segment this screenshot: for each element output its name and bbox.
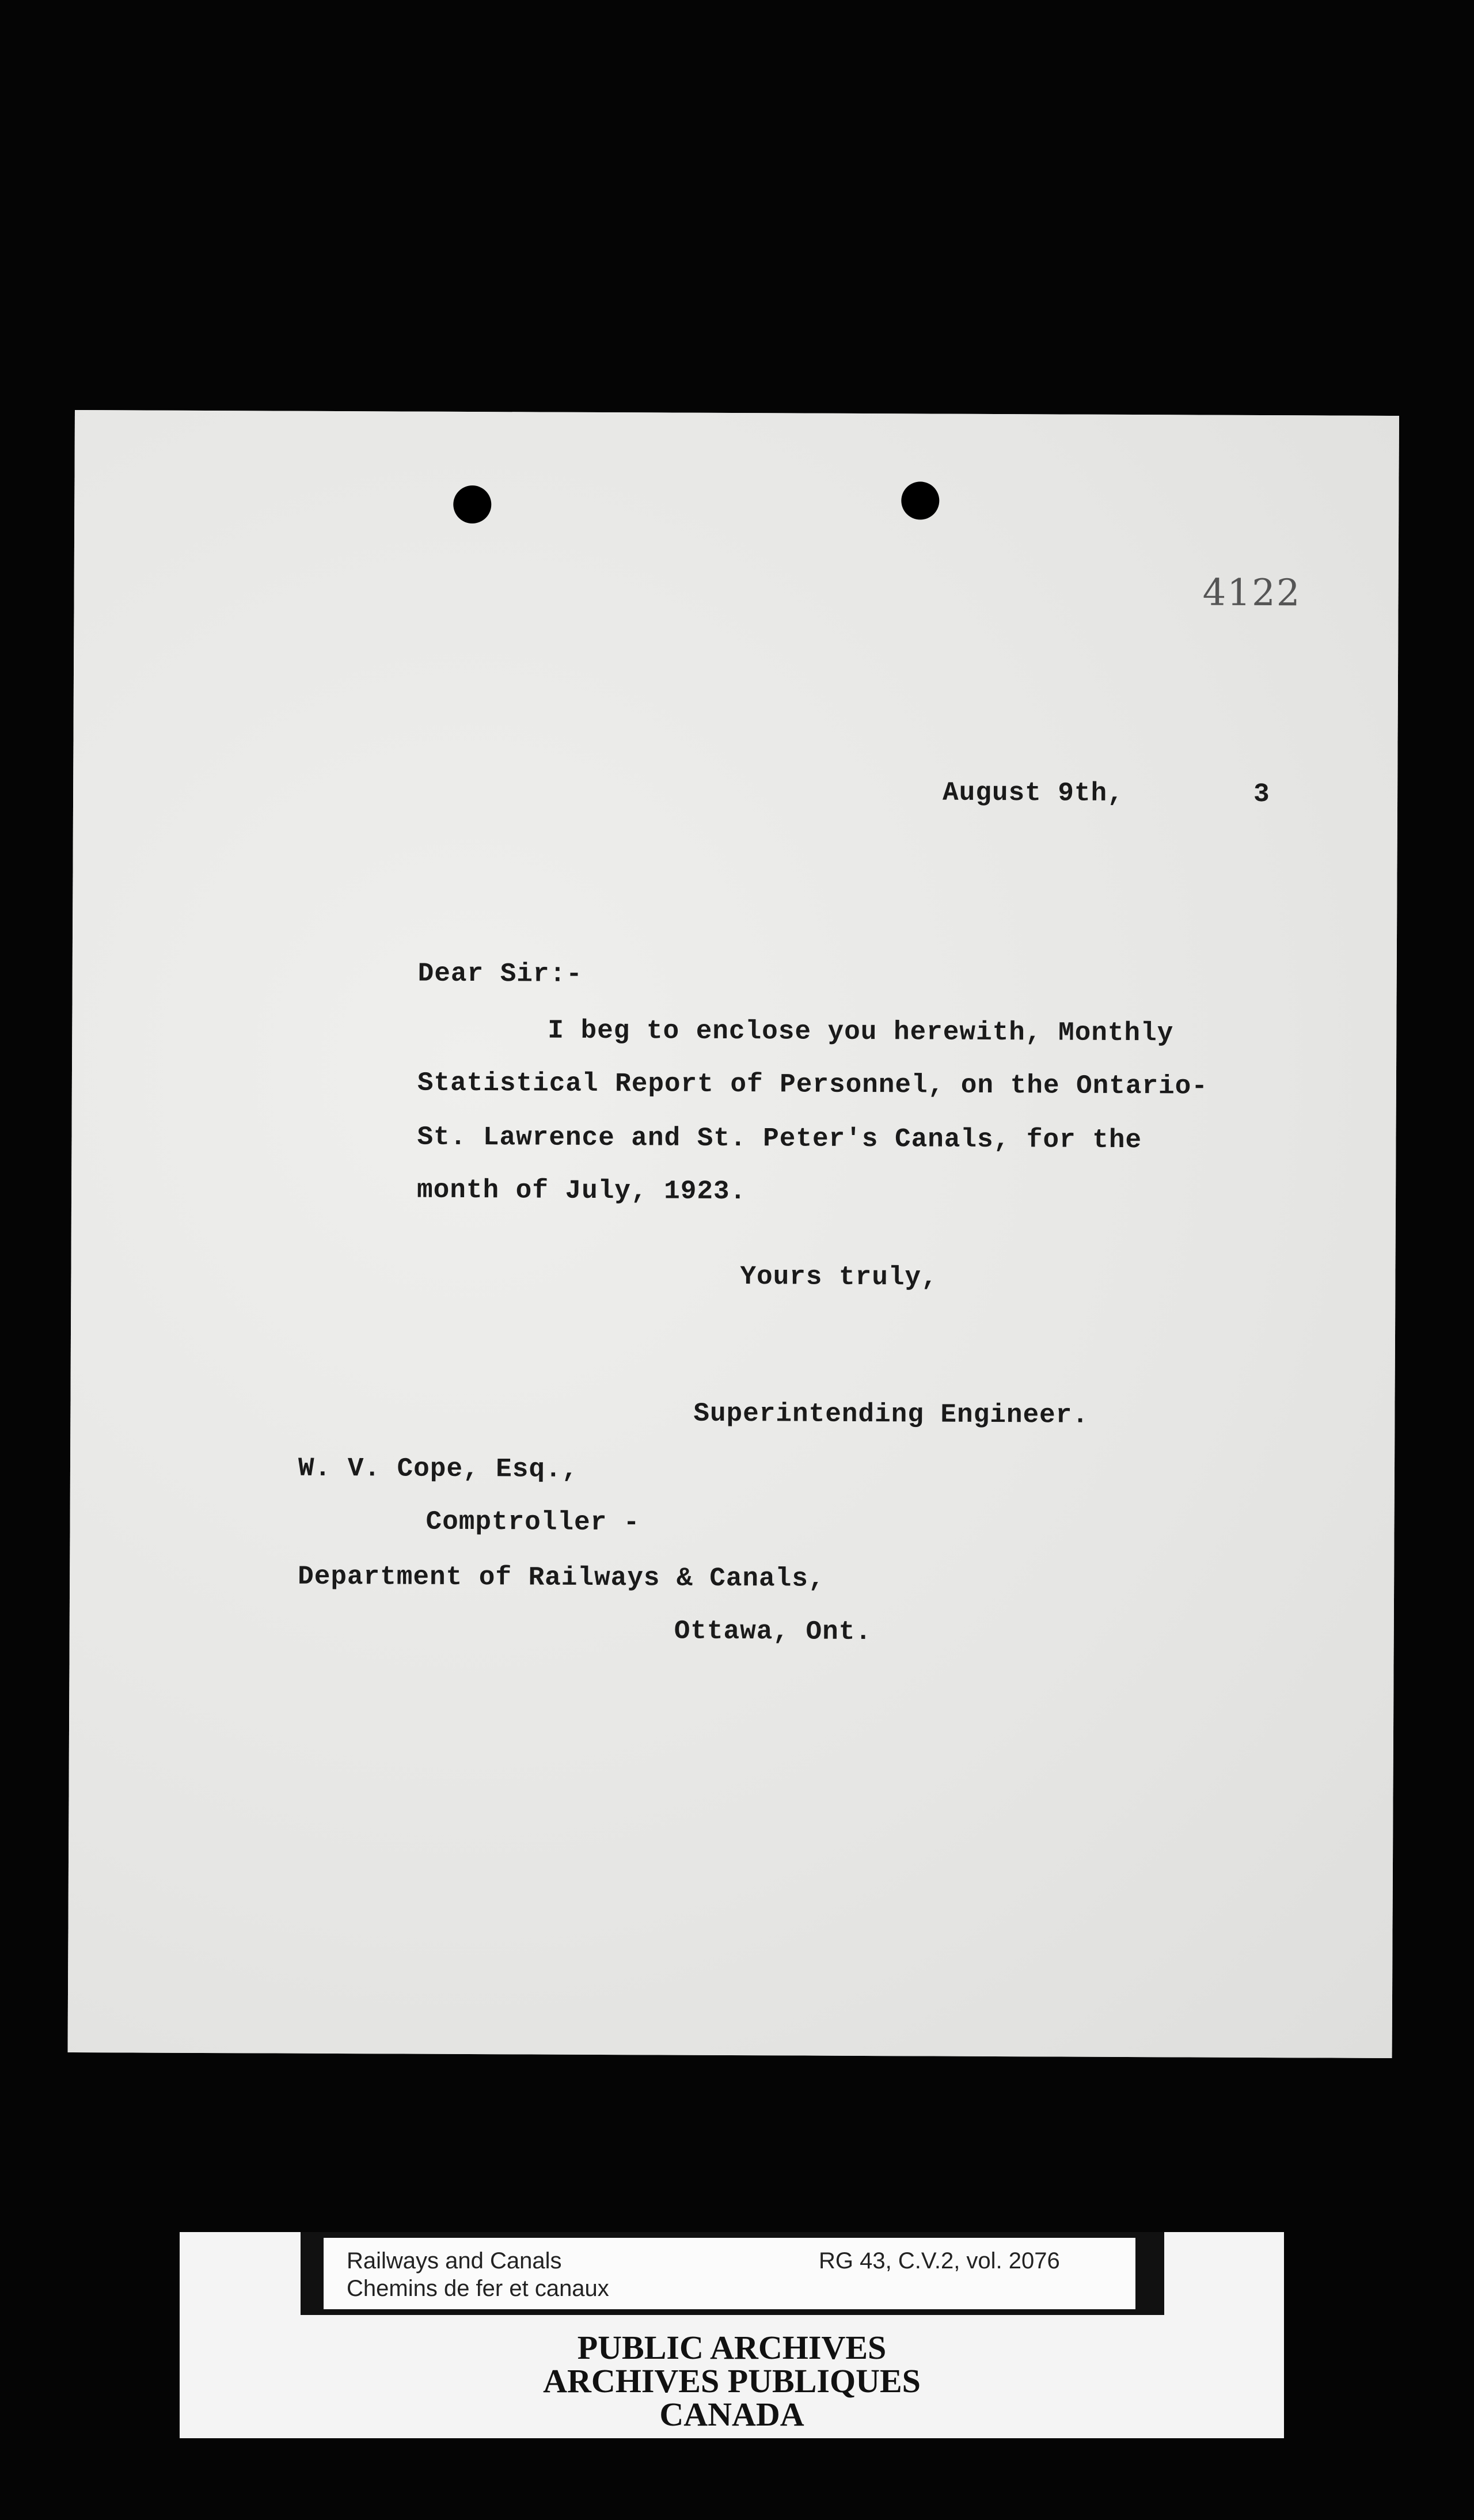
punch-hole-left <box>453 485 491 523</box>
closing: Yours truly, <box>740 1262 938 1293</box>
archive-card <box>180 2232 1284 2438</box>
salutation: Dear Sir:- <box>417 958 583 989</box>
archive-heading-fr: ARCHIVES PUBLIQUES <box>543 2362 921 2400</box>
letter-date-year: 3 <box>1253 779 1270 810</box>
signature-title: Superintending Engineer. <box>693 1398 1089 1430</box>
page-number: 4122 <box>1202 571 1301 615</box>
recipient-city: Ottawa, Ont. <box>674 1616 872 1648</box>
archive-reference: RG 43, C.V.2, vol. 2076 <box>819 2248 1060 2274</box>
punch-hole-right <box>901 481 939 519</box>
body-line: I beg to enclose you herewith, Monthly <box>548 1015 1174 1049</box>
body-line: St. Lawrence and St. Peter's Canals, for the <box>417 1122 1142 1156</box>
recipient-department: Department of Railways & Canals, <box>298 1561 825 1594</box>
subject-english: Railways and Canals <box>347 2248 562 2274</box>
recipient-title: Comptroller - <box>426 1506 640 1538</box>
body-line: Statistical Report of Personnel, on the Ontario- <box>417 1068 1209 1102</box>
subject-french: Chemins de fer et canaux <box>347 2276 609 2301</box>
letter-page <box>68 410 1399 2058</box>
recipient-name: W. V. Cope, Esq., <box>298 1453 579 1485</box>
letter-date: August 9th, <box>943 777 1124 809</box>
archive-heading-country: CANADA <box>659 2396 804 2433</box>
archive-heading-en: PUBLIC ARCHIVES <box>577 2329 887 2366</box>
body-line: month of July, 1923. <box>416 1175 747 1207</box>
